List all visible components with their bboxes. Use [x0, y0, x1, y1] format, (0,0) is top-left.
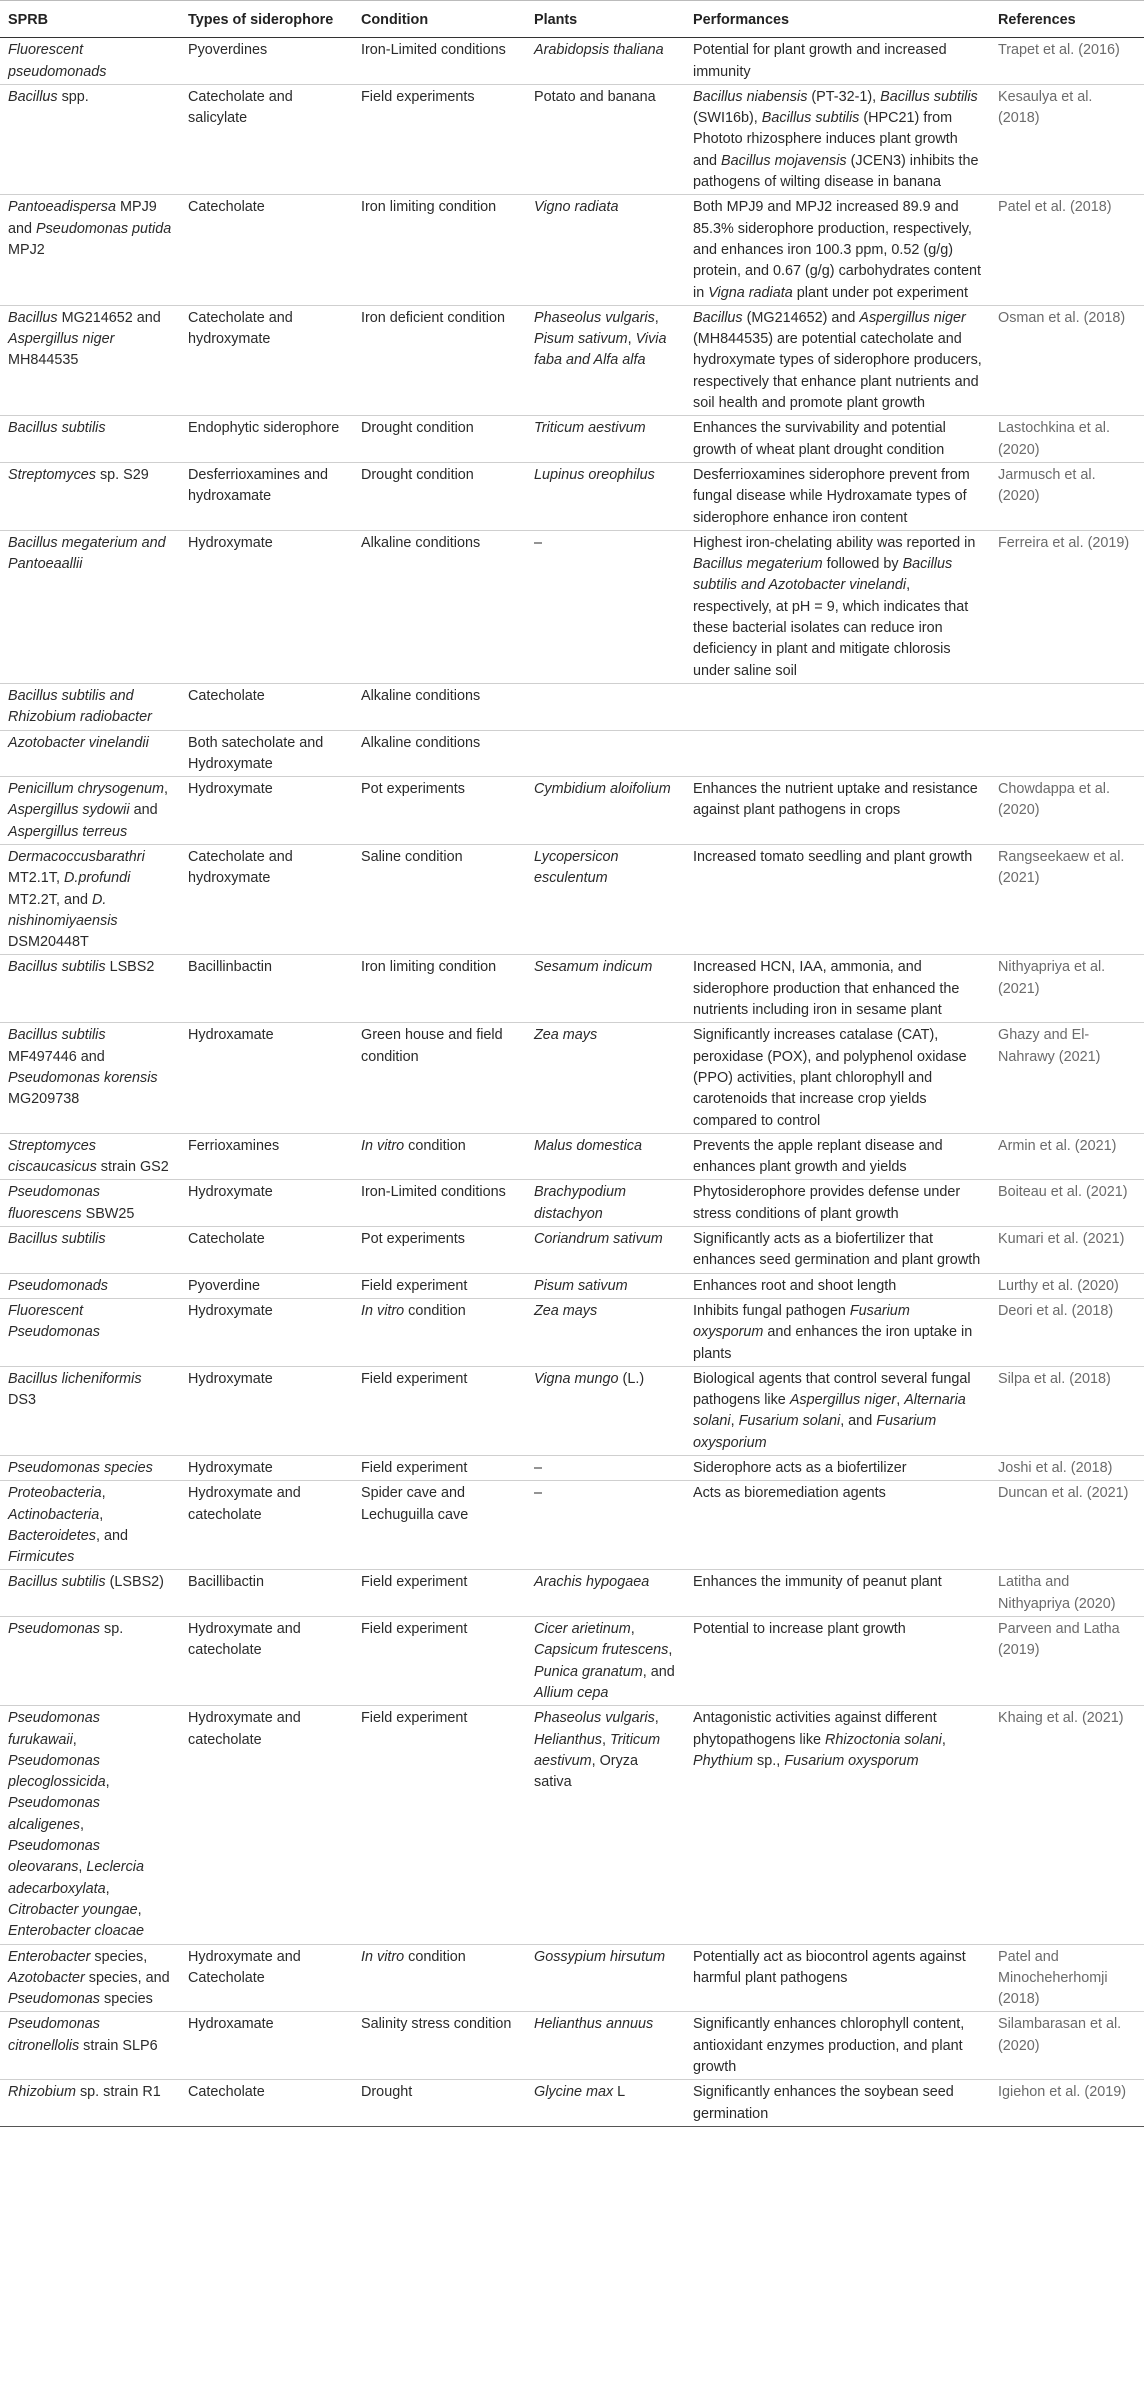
- cell-sprb: Bacillus subtilis: [0, 1227, 180, 1274]
- cell-siderophore-type: Hydroxymate: [180, 777, 353, 845]
- cell-performance: Both MPJ9 and MPJ2 increased 89.9 and 85.3% siderophore production, respectively, and enhances iron 100.3 ppm, 0.52 (g/g) protein, and 0.67 (g/g) carbohydrates content in Vigna radiata plant under pot experiment: [685, 195, 990, 305]
- cell-reference: Ghazy and El-Nahrawy (2021): [990, 1023, 1144, 1133]
- cell-reference: Latitha and Nithyapriya (2020): [990, 1570, 1144, 1617]
- cell-siderophore-type: Catecholate and salicylate: [180, 84, 353, 194]
- cell-sprb: Bacillus spp.: [0, 84, 180, 194]
- cell-condition: In vitro condition: [353, 1133, 526, 1180]
- table-row: [0, 844, 1144, 954]
- cell-sprb: Bacillus licheniformis DS3: [0, 1366, 180, 1455]
- cell-sprb: Pseudomonas furukawaii, Pseudomonas plecoglossicida, Pseudomonas alcaligenes, Pseudomonas oleovarans, Leclercia adecarboxylata, Citrobacter youngae, Enterobacter cloacae: [0, 1706, 180, 1944]
- cell-plants: Lycopersicon esculentum: [526, 844, 685, 954]
- table-row: [0, 416, 1144, 463]
- cell-plants: Triticum aestivum: [526, 416, 685, 463]
- cell-performance: Enhances root and shoot length: [685, 1273, 990, 1298]
- cell-sprb: Bacillus subtilis: [0, 416, 180, 463]
- table-body: [0, 38, 1144, 2127]
- table-row: [0, 777, 1144, 845]
- cell-reference: Parveen and Latha (2019): [990, 1617, 1144, 1706]
- cell-condition: Alkaline conditions: [353, 730, 526, 777]
- cell-reference: Chowdappa et al. (2020): [990, 777, 1144, 845]
- cell-plants: Glycine max L: [526, 2080, 685, 2127]
- cell-reference: Patel et al. (2018): [990, 195, 1144, 305]
- cell-sprb: Streptomyces ciscaucasicus strain GS2: [0, 1133, 180, 1180]
- cell-performance: Acts as bioremediation agents: [685, 1481, 990, 1570]
- cell-sprb: Bacillus MG214652 and Aspergillus niger MH844535: [0, 305, 180, 415]
- cell-plants: Gossypium hirsutum: [526, 1944, 685, 2012]
- cell-condition: Field experiment: [353, 1617, 526, 1706]
- cell-siderophore-type: Catecholate: [180, 1227, 353, 1274]
- cell-siderophore-type: Catecholate and hydroxymate: [180, 844, 353, 954]
- cell-reference: Duncan et al. (2021): [990, 1481, 1144, 1570]
- cell-reference: Jarmusch et al. (2020): [990, 462, 1144, 530]
- cell-siderophore-type: Bacillinbactin: [180, 955, 353, 1023]
- table-row: [0, 1227, 1144, 1274]
- cell-condition: Iron limiting condition: [353, 195, 526, 305]
- table-row: [0, 955, 1144, 1023]
- cell-condition: Iron limiting condition: [353, 955, 526, 1023]
- cell-plants: –: [526, 530, 685, 683]
- cell-siderophore-type: Endophytic siderophore: [180, 416, 353, 463]
- table-row: [0, 1366, 1144, 1455]
- cell-plants: Cicer arietinum, Capsicum frutescens, Punica granatum, and Allium cepa: [526, 1617, 685, 1706]
- cell-sprb: Rhizobium sp. strain R1: [0, 2080, 180, 2127]
- cell-performance: Potentially act as biocontrol agents against harmful plant pathogens: [685, 1944, 990, 2012]
- header-condition: Condition: [353, 1, 526, 38]
- cell-plants: Phaseolus vulgaris, Pisum sativum, Vivia faba and Alfa alfa: [526, 305, 685, 415]
- cell-condition: Spider cave and Lechuguilla cave: [353, 1481, 526, 1570]
- cell-performance: Phytosiderophore provides defense under stress conditions of plant growth: [685, 1180, 990, 1227]
- cell-sprb: Bacillus subtilis MF497446 and Pseudomonas korensis MG209738: [0, 1023, 180, 1133]
- cell-performance: Enhances the immunity of peanut plant: [685, 1570, 990, 1617]
- cell-plants: Malus domestica: [526, 1133, 685, 1180]
- cell-condition: Field experiment: [353, 1570, 526, 1617]
- cell-reference: [990, 730, 1144, 777]
- cell-plants: Vigna mungo (L.): [526, 1366, 685, 1455]
- cell-plants: Vigno radiata: [526, 195, 685, 305]
- cell-performance: Bacillus niabensis (PT-32-1), Bacillus subtilis (SWI16b), Bacillus subtilis (HPC21) from Phototo rhizosphere induces plant growth and Bacillus mojavensis (JCEN3) inhibits the pathogens of wilting disease in banana: [685, 84, 990, 194]
- cell-performance: Significantly increases catalase (CAT), peroxidase (POX), and polyphenol oxidase (PPO) activities, plant chlorophyll and carotenoids that increase crop yields compared to control: [685, 1023, 990, 1133]
- cell-condition: Salinity stress condition: [353, 2012, 526, 2080]
- cell-plants: –: [526, 1456, 685, 1481]
- cell-performance: Significantly acts as a biofertilizer that enhances seed germination and plant growth: [685, 1227, 990, 1274]
- cell-performance: Siderophore acts as a biofertilizer: [685, 1456, 990, 1481]
- cell-plants: Phaseolus vulgaris, Helianthus, Triticum aestivum, Oryza sativa: [526, 1706, 685, 1944]
- header-plants: Plants: [526, 1, 685, 38]
- cell-siderophore-type: Hydroxymate and catecholate: [180, 1617, 353, 1706]
- cell-sprb: Enterobacter species, Azotobacter species, and Pseudomonas species: [0, 1944, 180, 2012]
- cell-plants: [526, 730, 685, 777]
- table-row: [0, 38, 1144, 85]
- cell-reference: Patel and Minocheherhomji (2018): [990, 1944, 1144, 2012]
- cell-reference: Khaing et al. (2021): [990, 1706, 1144, 1944]
- cell-sprb: Fluorescent Pseudomonas: [0, 1298, 180, 1366]
- cell-condition: In vitro condition: [353, 1298, 526, 1366]
- cell-performance: Biological agents that control several fungal pathogens like Aspergillus niger, Alternaria solani, Fusarium solani, and Fusarium oxysporium: [685, 1366, 990, 1455]
- cell-condition: Iron deficient condition: [353, 305, 526, 415]
- table-row: [0, 1617, 1144, 1706]
- cell-condition: Field experiment: [353, 1706, 526, 1944]
- cell-performance: Enhances the nutrient uptake and resistance against plant pathogens in crops: [685, 777, 990, 845]
- cell-siderophore-type: Hydroxymate: [180, 1366, 353, 1455]
- header-references: References: [990, 1, 1144, 38]
- cell-plants: Pisum sativum: [526, 1273, 685, 1298]
- table-header: [0, 1, 1144, 38]
- cell-reference: Armin et al. (2021): [990, 1133, 1144, 1180]
- cell-siderophore-type: Catecholate: [180, 2080, 353, 2127]
- cell-performance: Significantly enhances the soybean seed germination: [685, 2080, 990, 2127]
- table-row: [0, 462, 1144, 530]
- cell-sprb: Streptomyces sp. S29: [0, 462, 180, 530]
- cell-performance: Bacillus (MG214652) and Aspergillus niger (MH844535) are potential catecholate and hydroxymate types of siderophore producers, respectively that enhance plant nutrients and soil health and promote plant growth: [685, 305, 990, 415]
- cell-plants: Potato and banana: [526, 84, 685, 194]
- table-row: [0, 1456, 1144, 1481]
- cell-siderophore-type: Hydroxymate and catecholate: [180, 1706, 353, 1944]
- cell-reference: Ferreira et al. (2019): [990, 530, 1144, 683]
- cell-reference: Nithyapriya et al. (2021): [990, 955, 1144, 1023]
- cell-performance: Increased HCN, IAA, ammonia, and siderophore production that enhanced the nutrients including iron in sesame plant: [685, 955, 990, 1023]
- cell-plants: Helianthus annuus: [526, 2012, 685, 2080]
- cell-plants: Brachypodium distachyon: [526, 1180, 685, 1227]
- cell-sprb: Pantoeadispersa MPJ9 and Pseudomonas putida MPJ2: [0, 195, 180, 305]
- cell-plants: Cymbidium aloifolium: [526, 777, 685, 845]
- cell-performance: [685, 730, 990, 777]
- cell-reference: Rangseekaew et al. (2021): [990, 844, 1144, 954]
- cell-performance: Significantly enhances chlorophyll content, antioxidant enzymes production, and plant growth: [685, 2012, 990, 2080]
- cell-siderophore-type: Catecholate: [180, 195, 353, 305]
- cell-plants: Coriandrum sativum: [526, 1227, 685, 1274]
- cell-siderophore-type: Bacillibactin: [180, 1570, 353, 1617]
- table-row: [0, 1180, 1144, 1227]
- cell-performance: Desferrioxamines siderophore prevent from fungal disease while Hydroxamate types of siderophore enhance iron content: [685, 462, 990, 530]
- cell-sprb: Pseudomonas citronellolis strain SLP6: [0, 2012, 180, 2080]
- table-row: [0, 195, 1144, 305]
- cell-performance: Enhances the survivability and potential growth of wheat plant drought condition: [685, 416, 990, 463]
- cell-siderophore-type: Catecholate and hydroxymate: [180, 305, 353, 415]
- cell-condition: Green house and field condition: [353, 1023, 526, 1133]
- table-row: [0, 530, 1144, 683]
- cell-siderophore-type: Hydroxymate: [180, 1298, 353, 1366]
- cell-siderophore-type: Ferrioxamines: [180, 1133, 353, 1180]
- cell-reference: Joshi et al. (2018): [990, 1456, 1144, 1481]
- cell-siderophore-type: Hydroxymate: [180, 1180, 353, 1227]
- cell-sprb: Pseudomonas fluorescens SBW25: [0, 1180, 180, 1227]
- cell-sprb: Bacillus subtilis and Rhizobium radiobacter: [0, 683, 180, 730]
- table-row: [0, 730, 1144, 777]
- cell-plants: [526, 683, 685, 730]
- header-performances: Performances: [685, 1, 990, 38]
- table-row: [0, 2012, 1144, 2080]
- cell-sprb: Bacillus subtilis LSBS2: [0, 955, 180, 1023]
- cell-siderophore-type: Hydroxymate: [180, 530, 353, 683]
- cell-siderophore-type: Pyoverdine: [180, 1273, 353, 1298]
- cell-sprb: Bacillus subtilis (LSBS2): [0, 1570, 180, 1617]
- cell-performance: Antagonistic activities against different phytopathogens like Rhizoctonia solani, Phythium sp., Fusarium oxysporum: [685, 1706, 990, 1944]
- table-row: [0, 1273, 1144, 1298]
- table-row: [0, 1706, 1144, 1944]
- cell-siderophore-type: Pyoverdines: [180, 38, 353, 85]
- cell-performance: Highest iron-chelating ability was reported in Bacillus megaterium followed by Bacillus subtilis and Azotobacter vinelandi, respectively, at pH = 9, which indicates that these bacterial isolates can reduce iron deficiency in plant and mitigate chlorosis under saline soil: [685, 530, 990, 683]
- cell-plants: Arabidopsis thaliana: [526, 38, 685, 85]
- cell-reference: Lastochkina et al. (2020): [990, 416, 1144, 463]
- header-row: [0, 1, 1144, 38]
- cell-plants: Lupinus oreophilus: [526, 462, 685, 530]
- table-row: [0, 1298, 1144, 1366]
- cell-plants: Arachis hypogaea: [526, 1570, 685, 1617]
- cell-sprb: Bacillus megaterium and Pantoeaallii: [0, 530, 180, 683]
- cell-reference: Silpa et al. (2018): [990, 1366, 1144, 1455]
- cell-plants: Zea mays: [526, 1298, 685, 1366]
- cell-condition: Field experiment: [353, 1456, 526, 1481]
- cell-performance: Potential to increase plant growth: [685, 1617, 990, 1706]
- cell-performance: Inhibits fungal pathogen Fusarium oxysporum and enhances the iron uptake in plants: [685, 1298, 990, 1366]
- cell-siderophore-type: Hydroxamate: [180, 2012, 353, 2080]
- cell-condition: Alkaline conditions: [353, 530, 526, 683]
- cell-reference: Lurthy et al. (2020): [990, 1273, 1144, 1298]
- table-row: [0, 305, 1144, 415]
- cell-reference: Boiteau et al. (2021): [990, 1180, 1144, 1227]
- cell-condition: Iron-Limited conditions: [353, 1180, 526, 1227]
- table-row: [0, 84, 1144, 194]
- table-row: [0, 1570, 1144, 1617]
- cell-plants: –: [526, 1481, 685, 1570]
- cell-sprb: Pseudomonads: [0, 1273, 180, 1298]
- cell-plants: Zea mays: [526, 1023, 685, 1133]
- cell-siderophore-type: Catecholate: [180, 683, 353, 730]
- cell-sprb: Penicillum chrysogenum, Aspergillus sydowii and Aspergillus terreus: [0, 777, 180, 845]
- cell-reference: Trapet et al. (2016): [990, 38, 1144, 85]
- cell-siderophore-type: Both satecholate and Hydroxymate: [180, 730, 353, 777]
- cell-condition: Field experiment: [353, 1366, 526, 1455]
- cell-reference: Silambarasan et al. (2020): [990, 2012, 1144, 2080]
- cell-reference: [990, 683, 1144, 730]
- table-row: [0, 2080, 1144, 2127]
- header-sprb: SPRB: [0, 1, 180, 38]
- cell-sprb: Azotobacter vinelandii: [0, 730, 180, 777]
- cell-siderophore-type: Hydroxymate and catecholate: [180, 1481, 353, 1570]
- cell-reference: Kumari et al. (2021): [990, 1227, 1144, 1274]
- table-row: [0, 1023, 1144, 1133]
- cell-condition: Pot experiments: [353, 1227, 526, 1274]
- cell-performance: Increased tomato seedling and plant growth: [685, 844, 990, 954]
- cell-condition: Iron-Limited conditions: [353, 38, 526, 85]
- cell-sprb: Fluorescent pseudomonads: [0, 38, 180, 85]
- cell-reference: Igiehon et al. (2019): [990, 2080, 1144, 2127]
- cell-condition: Drought condition: [353, 462, 526, 530]
- table-row: [0, 1133, 1144, 1180]
- cell-plants: Sesamum indicum: [526, 955, 685, 1023]
- cell-siderophore-type: Desferrioxamines and hydroxamate: [180, 462, 353, 530]
- cell-condition: Saline condition: [353, 844, 526, 954]
- cell-siderophore-type: Hydroxymate: [180, 1456, 353, 1481]
- cell-condition: In vitro condition: [353, 1944, 526, 2012]
- cell-condition: Pot experiments: [353, 777, 526, 845]
- table-row: [0, 683, 1144, 730]
- cell-condition: Alkaline conditions: [353, 683, 526, 730]
- cell-condition: Field experiments: [353, 84, 526, 194]
- cell-condition: Drought condition: [353, 416, 526, 463]
- cell-sprb: Pseudomonas species: [0, 1456, 180, 1481]
- cell-siderophore-type: Hydroxamate: [180, 1023, 353, 1133]
- cell-reference: Deori et al. (2018): [990, 1298, 1144, 1366]
- cell-condition: Field experiment: [353, 1273, 526, 1298]
- cell-sprb: Dermacoccusbarathri MT2.1T, D.profundi MT2.2T, and D. nishinomiyaensis DSM20448T: [0, 844, 180, 954]
- cell-reference: Osman et al. (2018): [990, 305, 1144, 415]
- table-row: [0, 1481, 1144, 1570]
- cell-performance: [685, 683, 990, 730]
- cell-siderophore-type: Hydroxymate and Catecholate: [180, 1944, 353, 2012]
- header-types-of-siderophore: Types of siderophore: [180, 1, 353, 38]
- cell-sprb: Pseudomonas sp.: [0, 1617, 180, 1706]
- cell-condition: Drought: [353, 2080, 526, 2127]
- cell-performance: Prevents the apple replant disease and enhances plant growth and yields: [685, 1133, 990, 1180]
- cell-reference: Kesaulya et al. (2018): [990, 84, 1144, 194]
- cell-performance: Potential for plant growth and increased immunity: [685, 38, 990, 85]
- table-row: [0, 1944, 1144, 2012]
- cell-sprb: Proteobacteria, Actinobacteria, Bacteroidetes, and Firmicutes: [0, 1481, 180, 1570]
